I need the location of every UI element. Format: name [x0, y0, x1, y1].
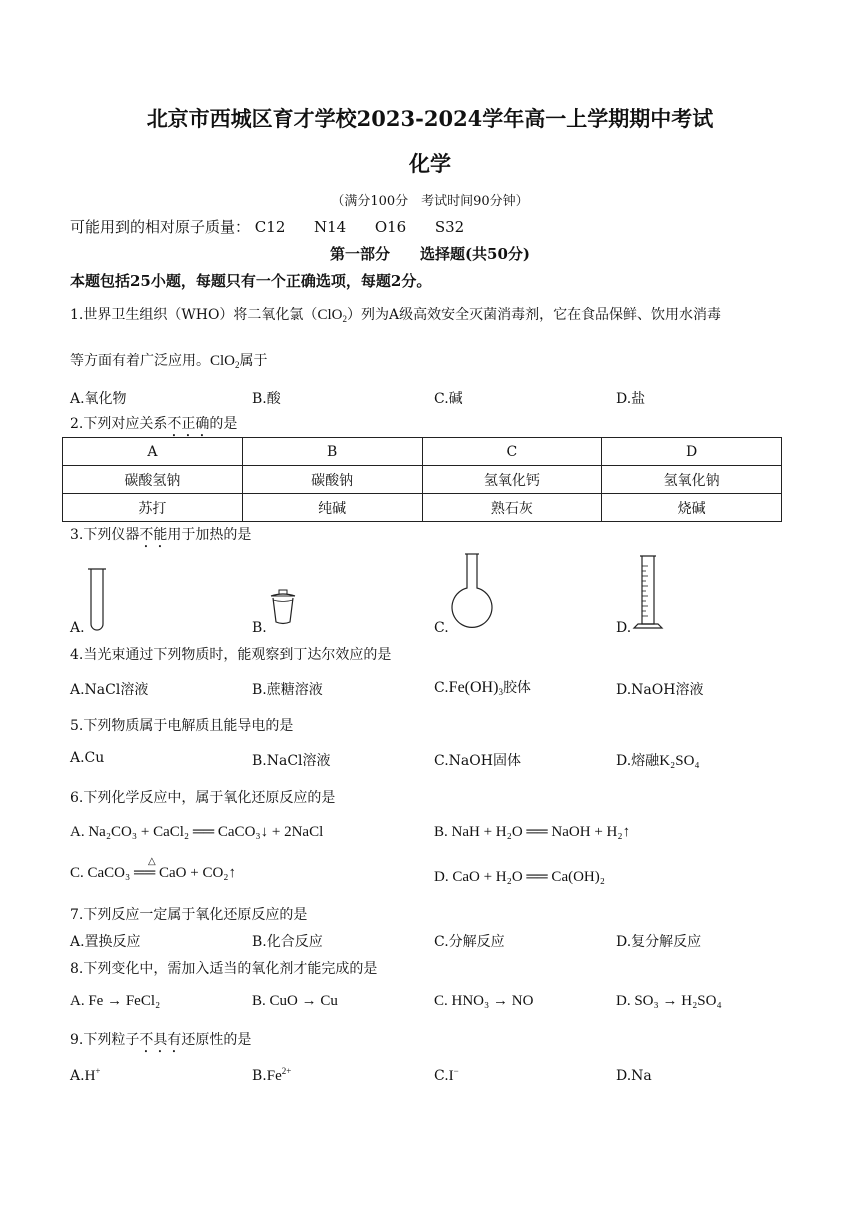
atomic-mass-c: C12: [254, 218, 286, 236]
q2-cell: 烧碱: [602, 494, 782, 522]
part-title: 第一部分 选择题(共50分): [329, 245, 531, 263]
q7-option-c[interactable]: C.分解反应: [434, 934, 505, 950]
q3-option-b[interactable]: B.: [252, 620, 267, 636]
q2-cell: 氢氧化钙: [422, 466, 602, 494]
atomic-mass-line: [70, 216, 464, 237]
q8-option-d[interactable]: D. SO₃ → H₂SO₄: [616, 993, 722, 1009]
q5-option-b[interactable]: B.NaCl溶液: [252, 753, 331, 769]
q1-stem-d: 属于: [239, 353, 268, 369]
q7-option-d[interactable]: D.复分解反应: [616, 934, 702, 950]
q2-cell: 碳酸钠: [242, 466, 422, 494]
q8-option-c[interactable]: C. HNO₃ → NO: [434, 993, 534, 1009]
q2-header-b: B: [242, 438, 422, 466]
q5-stem: 5.下列物质属于电解质且能导电的是: [70, 718, 294, 734]
atomic-mass-o: O16: [374, 218, 407, 236]
q2-stem-emphasis: 不正确: [167, 416, 210, 432]
q1-formula-2: ClO$_2$: [210, 353, 240, 370]
q6-stem: 6.下列化学反应中，属于氧化还原反应的是: [70, 790, 336, 806]
q4-option-b[interactable]: B.蔗糖溶液: [252, 682, 323, 698]
q1-stem-line1: [70, 304, 721, 324]
exam-title: 北京市西城区育才学校2023-2024学年高一上学期期中考试: [146, 106, 714, 131]
q4-stem: 4.当光束通过下列物质时，能观察到丁达尔效应的是: [70, 647, 392, 663]
q1-option-a[interactable]: A.氧化物: [70, 391, 127, 407]
q2-cell: 熟石灰: [422, 494, 602, 522]
q2-stem: 2.下列对应关系不正确的是: [70, 416, 238, 432]
q3-option-a[interactable]: A.: [70, 620, 85, 636]
exam-info: （满分100分 考试时间90分钟）: [331, 194, 529, 209]
subject-title: 化学: [409, 151, 451, 176]
q1-stem-line2: [70, 350, 268, 370]
q2-cell: 碳酸氢钠: [63, 466, 243, 494]
q2-header-d: D: [602, 438, 782, 466]
q7-stem: 7.下列反应一定属于氧化还原反应的是: [70, 907, 308, 923]
q2-header-c: C: [422, 438, 602, 466]
q7-option-b[interactable]: B.化合反应: [252, 934, 323, 950]
heat-condition: △: [148, 856, 156, 867]
q6-option-d[interactable]: D. CaO + H₂O ══ Ca(OH)₂: [434, 869, 605, 885]
test-tube-icon: [86, 566, 108, 636]
q9-stem-emphasis: 不具有: [139, 1032, 182, 1048]
q8-option-b[interactable]: B. CuO → Cu: [252, 993, 338, 1009]
table-row: [63, 466, 782, 494]
q1-option-d[interactable]: D.盐: [616, 391, 646, 407]
q3-option-d[interactable]: D.: [616, 620, 632, 636]
q5-option-d[interactable]: D.熔融K₂SO₄: [616, 753, 700, 769]
q9-stem: 9.下列粒子不具有还原性的是: [70, 1032, 252, 1048]
q1-stem-a: 1.世界卫生组织（WHO）将二氧化氯（: [70, 307, 318, 323]
q8-option-a[interactable]: A. Fe → FeCl₂: [70, 993, 161, 1009]
atomic-mass-label: 可能用到的相对原子质量：: [70, 218, 251, 236]
q1-stem-b: ）列为A级高效安全灭菌消毒剂，它在食品保鲜、饮用水消毒: [346, 307, 722, 323]
q1-option-c[interactable]: C.碱: [434, 391, 463, 407]
atomic-mass-s: S32: [434, 218, 465, 236]
q4-formula: $Fe(OH)_3$: [448, 679, 503, 697]
q2-cell: 氢氧化钠: [602, 466, 782, 494]
q5-option-c[interactable]: C.NaOH固体: [434, 753, 521, 769]
q2-header-a: A: [63, 438, 243, 466]
table-row: [63, 494, 782, 522]
q6-option-c[interactable]: C. CaCO₃ ══ CaO + CO₂↑ △: [70, 856, 237, 881]
q5-option-a[interactable]: A.Cu: [70, 750, 105, 766]
table-row: [63, 438, 782, 466]
atomic-mass-n: N14: [313, 218, 347, 236]
q5-formula: K₂SO₄: [659, 753, 700, 769]
q9-option-b[interactable]: $B.Fe^{2+}$: [252, 1066, 292, 1084]
q9-option-c[interactable]: C.I−: [434, 1066, 459, 1084]
q6-option-a[interactable]: A. Na₂CO₃ + CaCl₂ ══ CaCO₃↓ + 2NaCl: [70, 824, 324, 840]
q8-stem: 8.下列变化中，需加入适当的氧化剂才能完成的是: [70, 961, 378, 977]
q3-option-c[interactable]: C.: [434, 620, 449, 636]
q2-table: [62, 437, 782, 522]
q2-cell: 纯碱: [242, 494, 422, 522]
q1-formula: ClO$_2$: [317, 307, 347, 324]
q4-option-d[interactable]: D.NaOH溶液: [616, 682, 704, 698]
q7-option-a[interactable]: A.置换反应: [70, 934, 141, 950]
q4-option-a[interactable]: A.NaCl溶液: [70, 682, 149, 698]
q1-stem-c: 等方面有着广泛应用。: [70, 353, 210, 369]
q6-option-b[interactable]: B. NaH + H₂O ══ NaOH + H₂↑: [434, 824, 631, 840]
q9-option-d[interactable]: D.Na: [616, 1068, 652, 1084]
q1-option-b[interactable]: B.酸: [252, 391, 281, 407]
crucible-icon: [268, 588, 298, 628]
q3-stem: 3.下列仪器不能用于加热的是: [70, 527, 252, 543]
q3-stem-emphasis: 不能: [139, 527, 168, 543]
q4-option-c[interactable]: $C.Fe(OH)_3$胶体: [434, 679, 531, 697]
instructions: 本题包括25小题，每题只有一个正确选项，每题2分。: [70, 272, 432, 290]
q2-cell: 苏打: [63, 494, 243, 522]
round-flask-icon: [442, 552, 502, 634]
q9-option-a[interactable]: A.H+: [70, 1066, 101, 1084]
graduated-cylinder-icon: [628, 554, 670, 634]
